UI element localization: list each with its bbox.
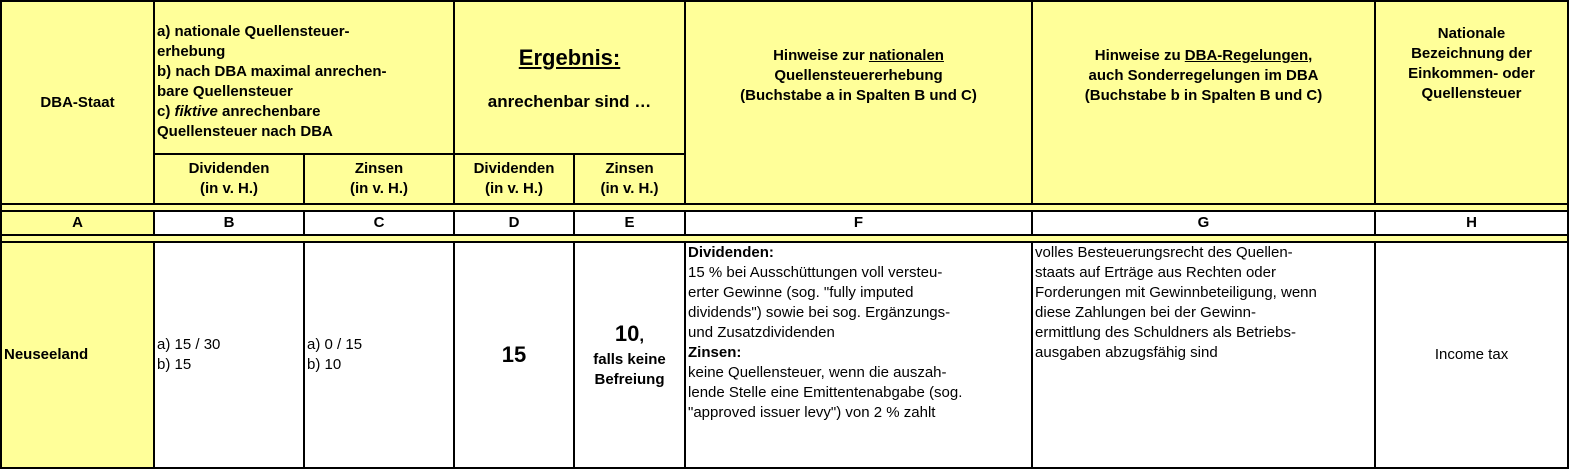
cell-c: a) 0 / 15 b) 10 [304,242,454,468]
cell-g: volles Besteuerungsrecht des Quellen- staats auf Erträge aus Rechten oder Forderungen mit Gewinnbeteiligung, wenn diese Zahlungen bei der Gewinn- ermittlung des Schuldners als Betriebs- ausgaben abzugsfähig sind [1032,242,1375,468]
header-hinweise-dba: Hinweise zu DBA-Regelungen, auch Sonderregelungen im DBA (Buchstabe b in Spalten B und C) [1032,1,1375,204]
subheader-e-zinsen: Zinsen (in v. H.) [574,154,685,204]
column-letter-h: H [1375,211,1568,235]
cell-h: Income tax [1375,242,1568,468]
cell-e: 10, falls keine Befreiung [574,242,685,468]
subheader-c-zinsen: Zinsen (in v. H.) [304,154,454,204]
cell-b: a) 15 / 30 b) 15 [154,242,304,468]
cell-d: 15 [454,242,574,468]
header-quellensteuer: a) nationale Quellensteuer- erhebung b) nach DBA maximal anrechen- bare Quellensteuer c) fiktive anrechenbare Quellensteuer nach DBA [154,1,454,154]
column-letter-b: B [154,211,304,235]
separator-row-2 [1,235,1568,242]
header-ergebnis: Ergebnis: anrechenbar sind … [454,1,685,154]
subheader-d-dividenden: Dividenden (in v. H.) [454,154,574,204]
cell-state: Neuseeland [1,242,154,468]
subheader-b-dividenden: Dividenden (in v. H.) [154,154,304,204]
header-dba-staat: DBA-Staat [1,1,154,204]
table-row [1,242,1568,468]
column-letter-e: E [574,211,685,235]
header-nationale-bezeichnung: Nationale Bezeichnung der Einkommen- oder Quellensteuer [1375,1,1568,204]
column-letter-g: G [1032,211,1375,235]
column-letter-a: A [1,211,154,235]
header-hinweise-national: Hinweise zur nationalen Quellensteuererhebung (Buchstabe a in Spalten B und C) [685,1,1032,204]
separator-row [1,204,1568,211]
column-letter-f: F [685,211,1032,235]
column-letter-d: D [454,211,574,235]
header-fiktive-line: c) fiktive anrechenbare [157,103,321,120]
column-letter-c: C [304,211,454,235]
cell-f: Dividenden: 15 % bei Ausschüttungen voll versteu- erter Gewinne (sog. "fully imputed dividends") sowie bei sog. Ergänzungs- und Zusatzdividenden Zinsen: keine Quellensteuer, wenn die auszah- lende Stelle eine Emittentenabgabe (sog. "approved issuer levy") von 2 % zahlt [685,242,1032,468]
